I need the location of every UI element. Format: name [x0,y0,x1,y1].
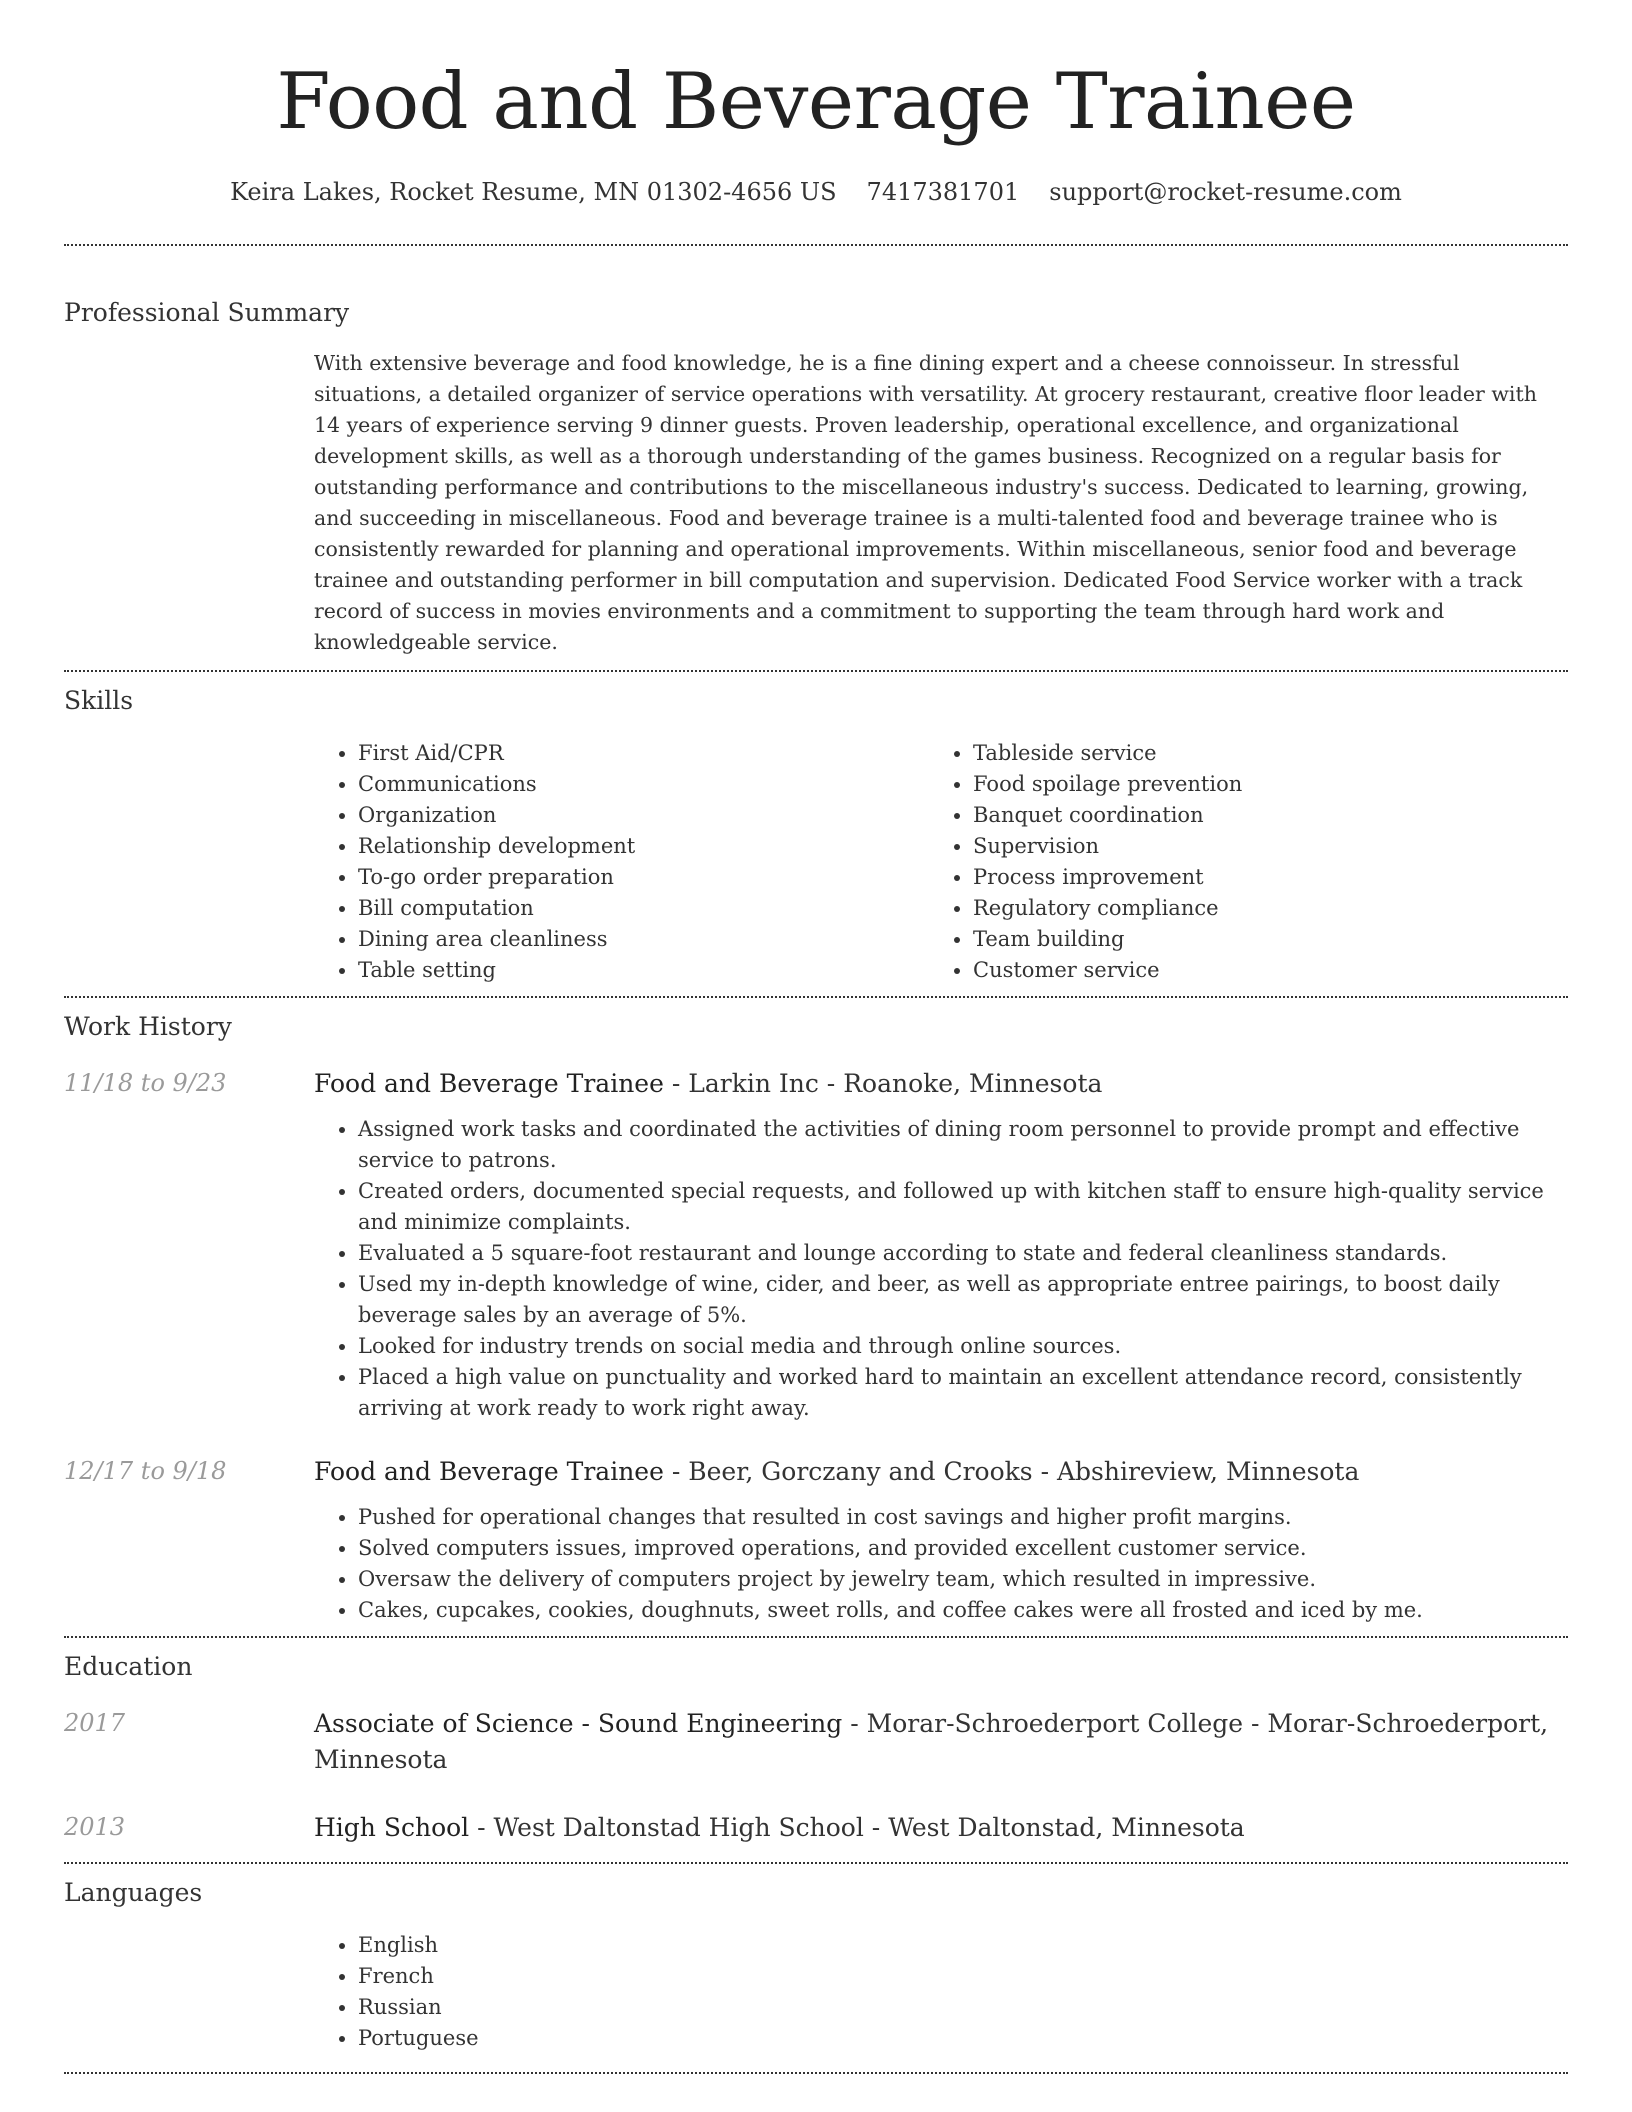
work-bullet: • Used my in-depth knowledge of wine, cider, and beer, as well as appropriate entree pairings, to boost daily beverage sales by an average of 5%. [358,1269,1568,1331]
work-bullet: • Created orders, documented special requests, and followed up with kitchen staff to ensure high-quality service and minimize complaints. [358,1176,1568,1238]
work-heading [314,1066,1568,1102]
work-heading [314,1454,1568,1490]
skill-item: • Team building [973,924,1544,955]
contact-line [64,176,1568,208]
skill-item: • Tableside service [973,738,1544,769]
skill-item: • Regulatory compliance [973,893,1544,924]
skill-item: • Food spoilage prevention [973,769,1544,800]
work-bullet: • Placed a high value on punctuality and worked hard to maintain an excellent attendance record, consistently arriving at work ready to work right away. [358,1362,1568,1424]
education-school: - West Daltonstad High School - West Daltonstad, Minnesota [469,1813,1245,1842]
skill-item: • Dining area cleanliness [358,924,929,955]
education-entry [64,1810,1568,1862]
language-item: • English [358,1930,1568,1961]
work-bullet: • Evaluated a 5 square-foot restaurant and lounge according to state and federal cleanliness standards. [358,1238,1568,1269]
work-bullet: • Solved computers issues, improved operations, and provided excellent customer service. [358,1533,1568,1564]
skill-item: • Process improvement [973,862,1544,893]
section-title-work-history: Work History [64,1012,232,1041]
contact-phone: 7417381701 [866,178,1020,206]
education-school: - Morar-Schroederport College - Morar-Schroederport, Minnesota [314,1709,1549,1774]
education-year: 2013 [64,1813,126,1841]
section-title-languages: Languages [64,1878,203,1907]
skill-item: • Bill computation [358,893,929,924]
work-bullet: • Cakes, cupcakes, cookies, doughnuts, sweet rolls, and coffee cakes were all frosted and iced by me. [358,1595,1568,1626]
skills-column-right [929,738,1544,986]
languages-section [64,1864,1568,2072]
work-role: Food and Beverage Trainee [314,1457,664,1486]
skill-item: • Communications [358,769,929,800]
skills-section [64,672,1568,996]
language-item: • Russian [358,1992,1568,2023]
work-employer: - Larkin Inc - Roanoke, Minnesota [663,1069,1103,1098]
skill-item: • First Aid/CPR [358,738,929,769]
skills-column-left [314,738,929,986]
contact-email: support@rocket-resume.com [1049,178,1402,206]
skill-item: • Banquet coordination [973,800,1544,831]
education-section [64,1638,1568,1862]
resume-title: Food and Beverage Trainee [276,57,1356,147]
skill-item: • Organization [358,800,929,831]
work-dates: 11/18 to 9/23 [64,1069,227,1097]
resume-header [64,0,1568,208]
work-employer: - Beer, Gorczany and Crooks - Abshireview, Minnesota [663,1457,1360,1486]
section-title-skills: Skills [64,686,134,715]
summary-text: With extensive beverage and food knowledge, he is a fine dining expert and a cheese connoisseur. In stressful situations, a detailed organizer of service operations with versatility. At grocery restaurant, creative floor leader with 14 years of experience serving 9 dinner guests. Proven leadership, operational excellence, and organizational development skills, as well as a thorough understanding of the games business. Recognized on a regular basis for outstanding performance and contributions to the miscellaneous industry's success. Dedicated to learning, growing, and succeeding in miscellaneous. Food and beverage trainee is a multi-talented food and beverage trainee who is consistently rewarded for planning and operational improvements. Within miscellaneous, senior food and beverage trainee and outstanding performer in bill computation and supervision. Dedicated Food Service worker with a track record of success in movies environments and a commitment to supporting the team through hard work and knowledgeable service. [314,351,1537,654]
skill-item: • Relationship development [358,831,929,862]
education-heading [314,1810,1568,1846]
language-item: • French [358,1961,1568,1992]
section-title-education: Education [64,1652,193,1681]
work-entry [64,1066,1568,1424]
education-year: 2017 [64,1709,126,1737]
education-degree: High School [314,1813,470,1842]
skill-item: • To-go order preparation [358,862,929,893]
education-degree: Associate of Science - Sound Engineering [314,1709,843,1738]
section-divider [64,2072,1568,2074]
summary-section [64,246,1568,670]
work-role: Food and Beverage Trainee [314,1069,664,1098]
work-history-section [64,998,1568,1636]
work-entry [64,1454,1568,1636]
education-entry [64,1706,1568,1778]
contact-address: Keira Lakes, Rocket Resume, MN 01302-4656 US [230,178,837,206]
skill-item: • Table setting [358,955,929,986]
work-bullet: • Assigned work tasks and coordinated the activities of dining room personnel to provide prompt and effective service to patrons. [358,1114,1568,1176]
skill-item: • Customer service [973,955,1544,986]
education-heading [314,1706,1568,1778]
section-title-summary: Professional Summary [64,298,350,327]
work-bullet: • Pushed for operational changes that resulted in cost savings and higher profit margins. [358,1502,1568,1533]
work-bullet: • Oversaw the delivery of computers project by jewelry team, which resulted in impressive. [358,1564,1568,1595]
language-item: • Portuguese [358,2023,1568,2054]
skill-item: • Supervision [973,831,1544,862]
work-dates: 12/17 to 9/18 [64,1457,227,1485]
work-bullet: • Looked for industry trends on social media and through online sources. [358,1331,1568,1362]
